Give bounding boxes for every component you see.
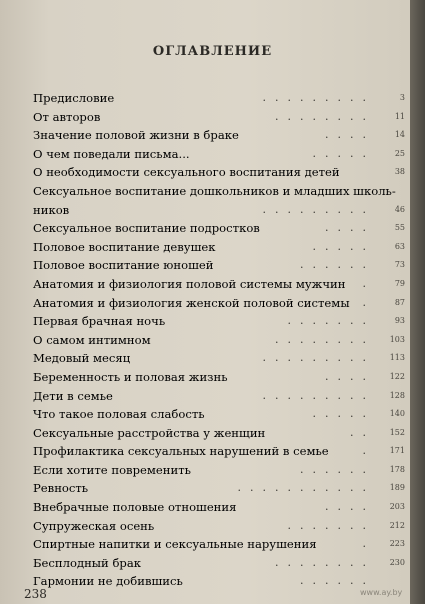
dot-leader: ......... bbox=[262, 202, 375, 216]
toc-entry bbox=[33, 572, 405, 591]
toc-entry-page: 189 bbox=[389, 483, 405, 493]
dot-leader: ..... bbox=[312, 239, 375, 253]
toc-entry-page: 93 bbox=[394, 316, 405, 326]
dot-leader: ......... bbox=[262, 91, 375, 104]
toc-entry-title: Ревность bbox=[33, 481, 89, 496]
dot-leader: .... bbox=[325, 128, 375, 142]
dot-leader: ......... bbox=[262, 351, 375, 365]
toc-entry-title: Половое воспитание юношей bbox=[33, 258, 214, 273]
toc-entry-title: Анатомия и физиология половой системы мужчин bbox=[33, 276, 346, 291]
dot-leader: ..... bbox=[312, 407, 375, 421]
toc-entry bbox=[33, 442, 405, 461]
dot-leader: ........ bbox=[275, 555, 375, 569]
toc-entry bbox=[33, 461, 405, 480]
toc-entry-title: Предисловие bbox=[33, 91, 115, 105]
toc-entry bbox=[33, 126, 405, 145]
toc-entry bbox=[33, 89, 405, 108]
toc-entry-page: 38 bbox=[394, 167, 405, 177]
toc-entry-page: 79 bbox=[394, 278, 405, 288]
toc-entry-page: 103 bbox=[389, 334, 405, 344]
dot-leader: ...... bbox=[300, 574, 375, 588]
dot-leader: ........ bbox=[275, 109, 375, 123]
toc-entry-title: Беременность и половая жизнь bbox=[33, 369, 228, 384]
toc-entry-title: От авторов bbox=[33, 109, 101, 124]
toc-entry bbox=[33, 424, 405, 443]
toc-entry bbox=[33, 238, 405, 257]
table-of-contents bbox=[33, 89, 405, 591]
toc-entry-page: 203 bbox=[389, 502, 405, 512]
toc-entry-page: 46 bbox=[394, 204, 405, 214]
toc-entry bbox=[33, 294, 405, 313]
toc-entry bbox=[33, 349, 405, 368]
toc-entry-title: Сексуальное воспитание подростков bbox=[33, 221, 260, 236]
dot-leader: ........... bbox=[237, 481, 375, 495]
dot-leader: ...... bbox=[300, 258, 375, 272]
toc-entry-page: 63 bbox=[394, 241, 405, 251]
toc-entry-page: 73 bbox=[394, 260, 405, 270]
toc-entry-title: Медовый месяц bbox=[33, 351, 131, 366]
toc-entry-page: 3 bbox=[399, 93, 405, 102]
toc-entry-title: Сексуальное воспитание дошкольников и младших школь- bbox=[33, 183, 396, 198]
dot-leader: .. bbox=[350, 425, 375, 439]
toc-entry-title: ников bbox=[33, 202, 70, 217]
toc-entry-page: 178 bbox=[389, 464, 405, 474]
toc-entry-title: Что такое половая слабость bbox=[33, 407, 205, 422]
toc-entry-title: Если хотите повременить bbox=[33, 462, 191, 477]
dot-leader: . bbox=[362, 276, 375, 290]
toc-entry bbox=[33, 405, 405, 424]
toc-entry-page: 152 bbox=[389, 427, 405, 437]
toc-entry-title: Профилактика сексуальных нарушений в семье bbox=[33, 444, 329, 459]
toc-entry-page: 128 bbox=[389, 390, 405, 400]
toc-entry-page: 14 bbox=[394, 130, 405, 140]
toc-entry-page: 212 bbox=[389, 520, 405, 530]
toc-entry-title: Спиртные напитки и сексуальные нарушения bbox=[33, 537, 317, 552]
toc-entry-title: О самом интимном bbox=[33, 332, 151, 347]
toc-entry-page: 223 bbox=[389, 539, 405, 549]
toc-entry-title: Анатомия и физиология женской половой системы bbox=[33, 295, 350, 310]
dot-leader: ....... bbox=[287, 518, 375, 532]
toc-entry bbox=[33, 331, 405, 350]
toc-entry-title: Внебрачные половые отношения bbox=[33, 500, 237, 515]
toc-entry-title: Гармонии не добившись bbox=[33, 574, 183, 589]
dot-leader: ....... bbox=[287, 314, 375, 328]
dot-leader: . bbox=[362, 295, 375, 309]
toc-entry bbox=[33, 312, 405, 331]
page-number: 238 bbox=[24, 587, 47, 601]
dot-leader: . bbox=[362, 537, 375, 551]
toc-entry-title: О чем поведали письма... bbox=[33, 146, 190, 161]
toc-entry-title: Половое воспитание девушек bbox=[33, 239, 216, 254]
book-edge bbox=[410, 0, 425, 604]
toc-entry bbox=[33, 498, 405, 517]
toc-entry bbox=[33, 163, 405, 182]
watermark: www.ay.by bbox=[360, 588, 403, 597]
toc-entry bbox=[33, 517, 405, 536]
dot-leader: . bbox=[362, 444, 375, 458]
toc-entry-page: 55 bbox=[394, 223, 405, 233]
toc-entry bbox=[33, 182, 405, 201]
toc-entry-page: 140 bbox=[389, 409, 405, 419]
toc-entry-page: 25 bbox=[394, 148, 405, 158]
toc-entry-title: Супружеская осень bbox=[33, 518, 155, 533]
toc-entry-title: Бесплодный брак bbox=[33, 555, 142, 570]
toc-entry-title: О необходимости сексуального воспитания детей bbox=[33, 165, 340, 180]
toc-entry bbox=[33, 256, 405, 275]
toc-entry bbox=[33, 201, 405, 220]
toc-entry-title: Значение половой жизни в браке bbox=[33, 128, 239, 143]
toc-entry bbox=[33, 479, 405, 498]
dot-leader: .... bbox=[325, 500, 375, 514]
toc-entry-title: Дети в семье bbox=[33, 388, 113, 403]
toc-entry bbox=[33, 387, 405, 406]
toc-entry bbox=[33, 219, 405, 238]
toc-entry bbox=[33, 554, 405, 573]
toc-entry-page: 11 bbox=[394, 111, 405, 121]
toc-entry-title: Сексуальные расстройства у женщин bbox=[33, 425, 266, 440]
dot-leader: ......... bbox=[262, 388, 375, 402]
toc-entry bbox=[33, 535, 405, 554]
dot-leader: .... bbox=[325, 369, 375, 383]
toc-entry-page: 113 bbox=[389, 353, 405, 363]
page-title: ОГЛАВЛЕНИЕ bbox=[152, 44, 273, 59]
toc-entry bbox=[33, 145, 405, 164]
dot-leader: ...... bbox=[300, 462, 375, 476]
toc-entry-page: 122 bbox=[389, 371, 405, 381]
dot-leader: .... bbox=[325, 221, 375, 235]
toc-entry bbox=[33, 108, 405, 127]
toc-entry-title: Первая брачная ночь bbox=[33, 314, 166, 329]
dot-leader: ........ bbox=[275, 332, 375, 346]
toc-entry-page: 171 bbox=[389, 446, 405, 456]
toc-entry-page: 230 bbox=[389, 557, 405, 567]
toc-entry-page: 87 bbox=[394, 297, 405, 307]
toc-entry bbox=[33, 275, 405, 294]
dot-leader: ..... bbox=[312, 146, 375, 160]
toc-entry bbox=[33, 368, 405, 387]
